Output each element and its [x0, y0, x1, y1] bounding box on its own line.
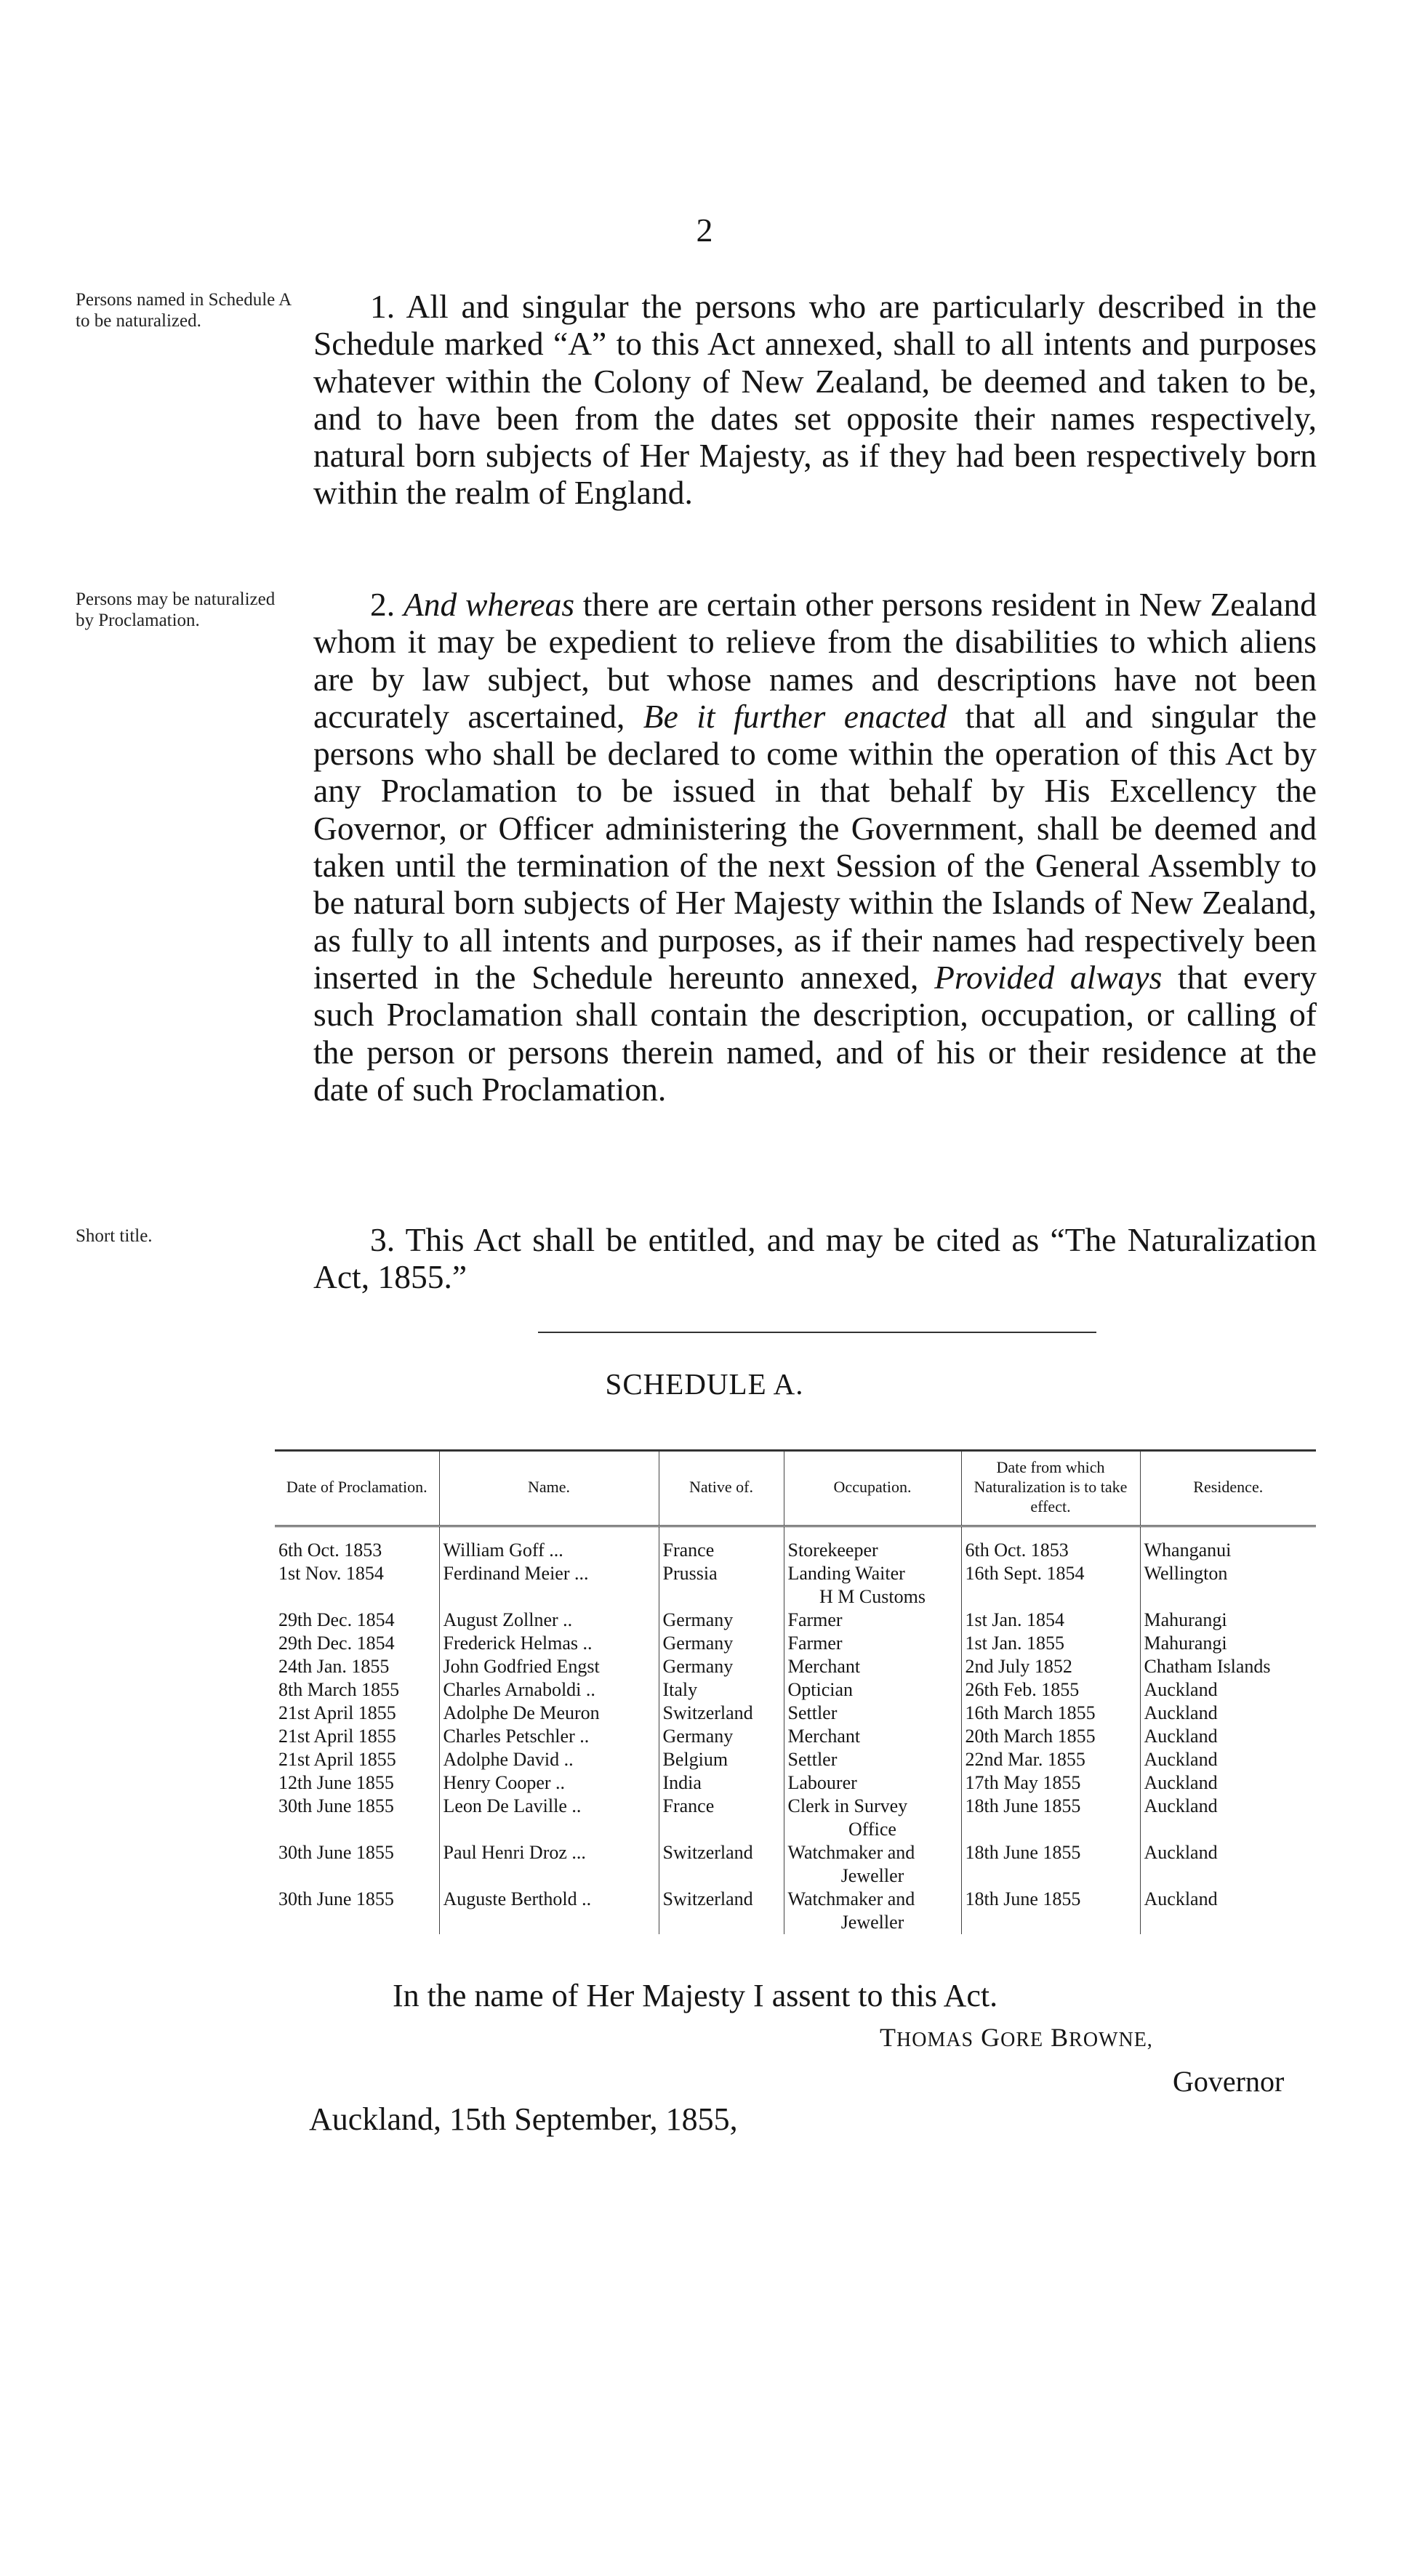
occupation-text: Watchmaker and [787, 1842, 915, 1863]
cell-proclamation: 6th Oct. 1853 [278, 1539, 382, 1561]
cell-occupation [784, 1841, 961, 1888]
paragraph-2-italic-c: Provided always [934, 958, 1163, 996]
cell-name: Leon De Laville .. [439, 1795, 659, 1841]
cell-name: Charles Arnaboldi .. [439, 1678, 659, 1702]
cell-occupation [784, 1609, 961, 1632]
paragraph-3-text: 3. This Act shall be entitled, and may be cited as “The Naturalization Act, 1855.” [313, 1221, 1317, 1296]
cell-occupation [784, 1632, 961, 1655]
assent-line: In the name of Her Majesty I assent to this Act. [393, 1978, 998, 2013]
cell-name: Frederick Helmas .. [439, 1632, 659, 1655]
page-number: 2 [696, 212, 713, 249]
cell-residence: Auckland [1140, 1702, 1316, 1725]
cell-residence: Mahurangi [1140, 1609, 1316, 1632]
table-row [275, 1702, 1316, 1725]
paragraph-2-text-b: there are certain other persons resident in New Zealand whom it may be expedient to relieve from the disabilities to which aliens are by law subject, but whose names and descriptions have not been accurately ascertained, [313, 586, 1317, 735]
cell-effective-date: 18th June 1855 [961, 1888, 1140, 1934]
cell-name: Henry Cooper .. [439, 1771, 659, 1795]
occupation-text: Storekeeper [787, 1539, 878, 1561]
occupation-cont: Office [848, 1819, 896, 1840]
cell-proclamation: 1st Nov. 1854 [278, 1563, 384, 1584]
cell-residence: Auckland [1140, 1888, 1316, 1934]
cell-native: India [659, 1771, 784, 1795]
cell-effective-date: 1st Jan. 1854 [961, 1609, 1140, 1632]
paragraph-2-italic-b: Be it further enacted [643, 697, 947, 735]
cell-native: Belgium [659, 1748, 784, 1771]
occupation-text: Watchmaker and [787, 1888, 915, 1909]
occupation-text: Landing Waiter [787, 1563, 905, 1584]
cell-name: Auguste Berthold .. [439, 1888, 659, 1934]
cell-effective-date: 6th Oct. 1853 [961, 1526, 1140, 1563]
cell-residence: Auckland [1140, 1748, 1316, 1771]
table-row [275, 1748, 1316, 1771]
margin-note-2: Persons may be naturalized by Proclamation. [76, 589, 276, 630]
cell-native: France [659, 1526, 784, 1563]
table-row [275, 1725, 1316, 1748]
paragraph-2-italic-a: And whereas [403, 586, 575, 623]
occupation-cont: H M Customs [819, 1586, 926, 1607]
signer-rest-2: ORE [1000, 2029, 1044, 2051]
cell-native: Germany [659, 1632, 784, 1655]
cell-residence: Whanganui [1140, 1526, 1316, 1563]
cell-occupation [784, 1678, 961, 1702]
table-row [275, 1841, 1316, 1888]
dateline: Auckland, 15th September, 1855, [309, 2101, 738, 2137]
cell-effective-date: 18th June 1855 [961, 1841, 1140, 1888]
table-row [275, 1526, 1316, 1563]
signer-office: Governor [1173, 2065, 1285, 2098]
signer-rest-1: HOMAS [896, 2029, 974, 2051]
cell-residence: Auckland [1140, 1841, 1316, 1888]
cell-proclamation: 30th June 1855 [278, 1888, 394, 1909]
schedule-title: SCHEDULE A. [605, 1367, 804, 1401]
cell-native: Italy [659, 1678, 784, 1702]
cell-name: Charles Petschler .. [439, 1725, 659, 1748]
schedule-table [275, 1449, 1316, 1934]
cell-proclamation: 8th March 1855 [278, 1679, 400, 1700]
table-row [275, 1609, 1316, 1632]
paragraph-2-text-c: that all and singular the persons who shall be declared to come within the operation of this Act by any Proclamation to be issued in that behalf by His Excellency the Governor, or Officer administering the Government, shall be deemed and taken until the termination of the next Session of the General Assembly to be natural born subjects of Her Majesty within the Islands of New Zealand, as fully to all intents and purposes, as if their names had respectively been inserted in the Schedule hereunto annexed, [313, 697, 1317, 996]
cell-native: France [659, 1795, 784, 1841]
cell-effective-date: 26th Feb. 1855 [961, 1678, 1140, 1702]
cell-occupation [784, 1562, 961, 1609]
occupation-text: Labourer [787, 1772, 857, 1793]
cell-native: Switzerland [659, 1841, 784, 1888]
paragraph-2 [313, 586, 1317, 1108]
occupation-text: Settler [787, 1749, 838, 1770]
cell-occupation [784, 1725, 961, 1748]
cell-effective-date: 1st Jan. 1855 [961, 1632, 1140, 1655]
occupation-cont: Jeweller [840, 1865, 904, 1886]
cell-effective-date: 22nd Mar. 1855 [961, 1748, 1140, 1771]
paragraph-3 [313, 1221, 1317, 1296]
occupation-text: Optician [787, 1679, 854, 1700]
paragraph-2-text-d: that every such Proclamation shall contain the description, occupation, or calling of the person or persons therein named, and of his or their residence at the date of such Proclamation. [313, 958, 1317, 1108]
paragraph-1 [313, 288, 1317, 512]
cell-name: William Goff ... [439, 1526, 659, 1563]
signer-initial-3: B [1051, 2023, 1069, 2052]
table-row [275, 1678, 1316, 1702]
cell-name: Paul Henri Droz ... [439, 1841, 659, 1888]
cell-residence: Mahurangi [1140, 1632, 1316, 1655]
cell-effective-date: 18th June 1855 [961, 1795, 1140, 1841]
signer-name [880, 2022, 1153, 2053]
table-row [275, 1632, 1316, 1655]
cell-native: Germany [659, 1655, 784, 1678]
table-row [275, 1888, 1316, 1934]
cell-residence: Chatham Islands [1140, 1655, 1316, 1678]
margin-note-3: Short title. [76, 1226, 153, 1246]
cell-proclamation: 30th June 1855 [278, 1842, 394, 1863]
cell-occupation [784, 1795, 961, 1841]
cell-residence: Auckland [1140, 1771, 1316, 1795]
cell-effective-date: 20th March 1855 [961, 1725, 1140, 1748]
signer-rest-3: ROWNE, [1069, 2029, 1153, 2051]
table-row [275, 1795, 1316, 1841]
cell-occupation [784, 1702, 961, 1725]
cell-effective-date: 16th Sept. 1854 [961, 1562, 1140, 1609]
col-header-effective-date: Date from which Naturalization is to take effect. [961, 1451, 1140, 1526]
occupation-text: Clerk in Survey [787, 1795, 908, 1816]
section-divider [538, 1332, 1096, 1333]
signer-initial-2: G [981, 2023, 1001, 2052]
cell-residence: Wellington [1140, 1562, 1316, 1609]
col-header-native: Native of. [659, 1451, 784, 1526]
cell-residence: Auckland [1140, 1795, 1316, 1841]
cell-native: Switzerland [659, 1888, 784, 1934]
cell-name: Adolphe David .. [439, 1748, 659, 1771]
occupation-text: Merchant [787, 1726, 861, 1747]
col-header-occupation: Occupation. [784, 1451, 961, 1526]
cell-native: Prussia [659, 1562, 784, 1609]
table-row [275, 1771, 1316, 1795]
cell-proclamation: 24th Jan. 1855 [278, 1656, 390, 1677]
occupation-text: Merchant [787, 1656, 861, 1677]
margin-note-1: Persons named in Schedule A to be naturalized. [76, 290, 291, 331]
cell-residence: Auckland [1140, 1678, 1316, 1702]
col-header-residence: Residence. [1140, 1451, 1316, 1526]
cell-proclamation: 30th June 1855 [278, 1795, 394, 1816]
paragraph-1-text: 1. All and singular the persons who are particularly described in the Schedule marked “A” to this Act annexed, shall to all intents and purposes whatever within the Colony of New Zealand, be deemed and taken to be, and to have been from the dates set opposite their names respectively, natural born subjects of Her Majesty, as if they had been respectively born within the realm of England. [313, 288, 1317, 512]
cell-name: Ferdinand Meier ... [439, 1562, 659, 1609]
occupation-text: Farmer [787, 1633, 843, 1654]
cell-name: John Godfried Engst [439, 1655, 659, 1678]
cell-proclamation: 12th June 1855 [278, 1772, 394, 1793]
cell-name: Adolphe De Meuron [439, 1702, 659, 1725]
cell-proclamation: 21st April 1855 [278, 1702, 396, 1723]
cell-effective-date: 2nd July 1852 [961, 1655, 1140, 1678]
cell-native: Germany [659, 1609, 784, 1632]
cell-occupation [784, 1655, 961, 1678]
cell-occupation [784, 1748, 961, 1771]
paragraph-2-text-a: 2. [370, 586, 404, 623]
cell-native: Switzerland [659, 1702, 784, 1725]
occupation-text: Settler [787, 1702, 838, 1723]
cell-effective-date: 16th March 1855 [961, 1702, 1140, 1725]
cell-proclamation: 21st April 1855 [278, 1726, 396, 1747]
cell-occupation [784, 1526, 961, 1563]
table-row [275, 1562, 1316, 1609]
table-row [275, 1655, 1316, 1678]
col-header-name: Name. [439, 1451, 659, 1526]
cell-proclamation: 29th Dec. 1854 [278, 1633, 395, 1654]
cell-native: Germany [659, 1725, 784, 1748]
cell-occupation [784, 1888, 961, 1934]
signer-initial-1: T [880, 2023, 896, 2052]
occupation-cont: Jeweller [840, 1912, 904, 1933]
cell-proclamation: 21st April 1855 [278, 1749, 396, 1770]
occupation-text: Farmer [787, 1609, 843, 1630]
cell-occupation [784, 1771, 961, 1795]
cell-name: August Zollner .. [439, 1609, 659, 1632]
cell-proclamation: 29th Dec. 1854 [278, 1609, 395, 1630]
col-header-proclamation: Date of Proclamation. [286, 1478, 427, 1496]
schedule-header-row [275, 1451, 1316, 1526]
cell-effective-date: 17th May 1855 [961, 1771, 1140, 1795]
cell-residence: Auckland [1140, 1725, 1316, 1748]
